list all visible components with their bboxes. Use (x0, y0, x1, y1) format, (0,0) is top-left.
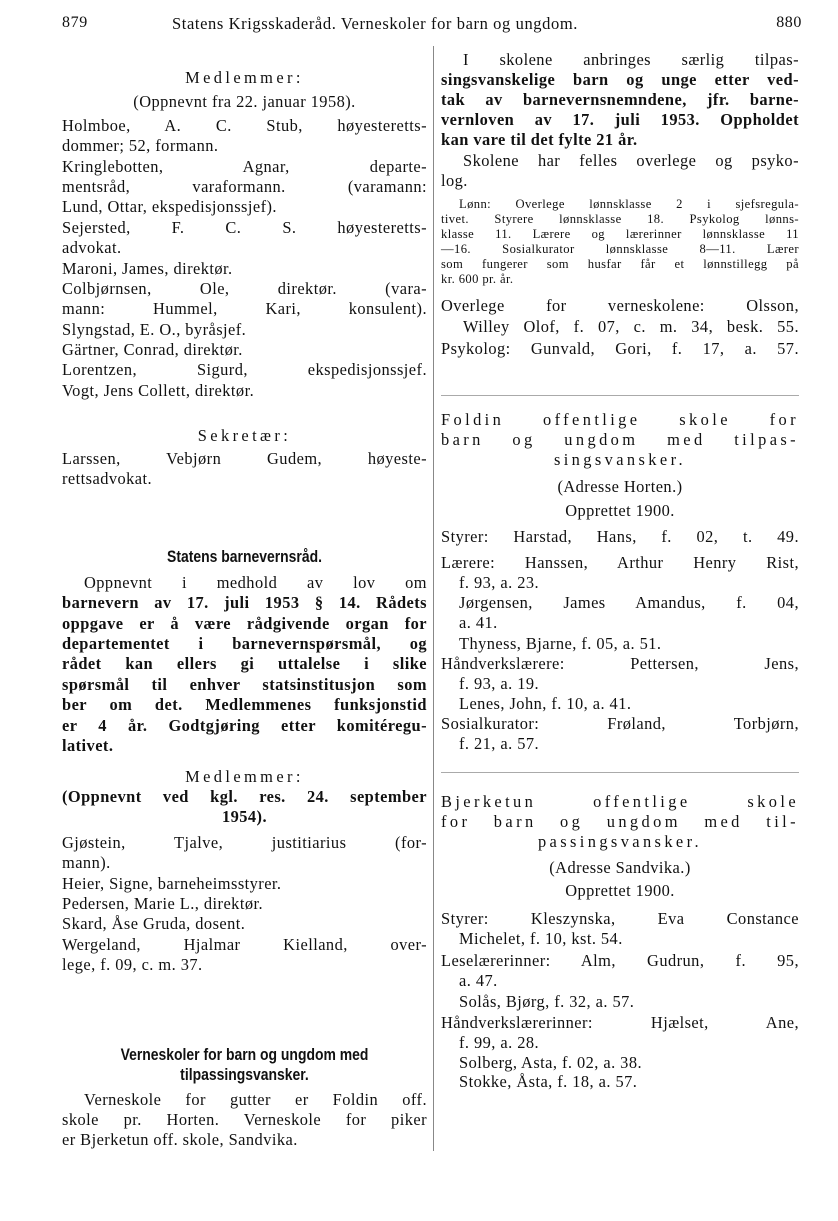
bjerketun-handverkslaererinner: Håndverkslærerinner: Hjælset, Ane, (441, 1013, 799, 1032)
foldin-laerere: Lærere: Hanssen, Arthur Henry Rist, (441, 553, 799, 572)
member-pedersen: Pedersen, Marie L., direktør. (62, 894, 264, 913)
intro-line-4: vernloven av 17. juli 1953. Oppholdet (441, 110, 799, 129)
foldin-established: Opprettet 1900. (565, 501, 675, 520)
bjerketun-stokke: Stokke, Åsta, f. 18, a. 57. (459, 1072, 638, 1091)
member-kringlebotten-cont: mentsråd, varaformann. (varamann: (62, 177, 427, 196)
foldin-address: (Adresse Horten.) (557, 477, 683, 496)
barnevernsrad-para-1: Oppnevnt i medhold av lov om (84, 573, 427, 592)
salary-line-6: kr. 600 pr. år. (441, 272, 514, 286)
bjerketun-title-1: Bjerketun offentlige skole (441, 792, 799, 811)
psykolog-line: Psykolog: Gunvald, Gori, f. 17, a. 57. (441, 339, 799, 358)
member-sejersted-cont: advokat. (62, 238, 122, 257)
left-column (62, 0, 427, 1221)
barnevernsrad-members-heading: Medlemmer: (185, 767, 304, 786)
member-gjostein: Gjøstein, Tjalve, justitiarius (for- (62, 833, 427, 852)
bjerketun-solas: Solås, Bjørg, f. 32, a. 57. (459, 992, 635, 1011)
verneskoler-para-2: skole pr. Horten. Verneskole for piker (62, 1110, 427, 1129)
krigsskaderad-appointed: (Oppnevnt fra 22. januar 1958). (133, 92, 356, 111)
member-sejersted: Sejersted, F. C. S. høyesteretts- (62, 218, 427, 237)
member-slyngstad: Slyngstad, E. O., byråsjef. (62, 320, 247, 339)
salary-line-4: —16. Sosialkurator lønnsklasse 8—11. Lærer (441, 242, 799, 256)
member-kringlebotten-cont2: Lund, Ottar, ekspedisjonssjef). (62, 197, 277, 216)
salary-line-5: som fungerer som husfar får et lønnstillegg på (441, 257, 799, 271)
bjerketun-title-2: for barn og ungdom med til- (441, 812, 799, 831)
member-lorentzen: Lorentzen, Sigurd, ekspedisjonssjef. (62, 360, 427, 379)
intro-line-3: tak av barnevernsnemndene, jfr. barne- (441, 90, 799, 109)
verneskoler-para-1: Verneskole for gutter er Foldin off. (84, 1090, 427, 1109)
salary-line-1: Lønn: Overlege lønnsklasse 2 i sjefsregula- (459, 197, 799, 211)
verneskoler-heading: Verneskoler for barn og ungdom med (120, 1045, 369, 1064)
barnevernsrad-heading: Statens barnevernsråd. (167, 547, 322, 566)
column-divider (433, 46, 434, 1151)
foldin-title-1: Foldin offentlige skole for (441, 410, 799, 429)
overlege-line-1: Overlege for verneskolene: Olsson, (441, 296, 799, 315)
verneskoler-heading-cont: tilpassingsvansker. (180, 1065, 309, 1084)
member-holmboe-cont: dommer; 52, formann. (62, 136, 219, 155)
member-gjostein-cont: mann). (62, 853, 111, 872)
salary-line-2: tivet. Styrere lønnsklasse 18. Psykolog lønns- (441, 212, 799, 226)
member-wergeland: Wergeland, Hjalmar Kielland, over- (62, 935, 427, 954)
member-colbjornsen-cont: mann: Hummel, Kari, konsulent). (62, 299, 427, 318)
right-column (441, 0, 799, 1221)
foldin-laerere-cont: f. 93, a. 23. (459, 573, 540, 592)
bjerketun-styrer: Styrer: Kleszynska, Eva Constance (441, 909, 799, 928)
verneskoler-para-3: er Bjerketun off. skole, Sandvika. (62, 1130, 298, 1149)
header-title: Statens Krigsskaderåd. Verneskoler for barn og ungdom. (172, 14, 579, 33)
member-wergeland-cont: lege, f. 09, c. m. 37. (62, 955, 203, 974)
foldin-sosialkurator: Sosialkurator: Frøland, Torbjørn, (441, 714, 799, 733)
foldin-title-2: barn og ungdom med tilpas- (441, 430, 799, 449)
foldin-thyness: Thyness, Bjarne, f. 05, a. 51. (459, 634, 662, 653)
bjerketun-address: (Adresse Sandvika.) (549, 858, 691, 877)
secretary-larssen: Larssen, Vebjørn Gudem, høyeste- (62, 449, 427, 468)
krigsskaderad-members-heading: Medlemmer: (185, 68, 304, 87)
barnevernsrad-para-5: rådet kan ellers gi uttalelse i slike (62, 654, 427, 673)
member-skard: Skard, Åse Gruda, dosent. (62, 914, 246, 933)
intro-line-6: Skolene har felles overlege og psyko- (463, 151, 799, 170)
intro-line-2: singsvanskelige barn og unge etter ved- (441, 70, 799, 89)
member-vogt: Vogt, Jens Collett, direktør. (62, 381, 255, 400)
bjerketun-handverkslaererinner-cont: f. 99, a. 28. (459, 1033, 540, 1052)
foldin-jorgensen-cont: a. 41. (459, 613, 498, 632)
bjerketun-title-3: passingsvansker. (537, 832, 703, 851)
member-heier: Heier, Signe, barneheimsstyrer. (62, 874, 282, 893)
page-number-left: 879 (62, 14, 88, 31)
secretary-heading: Sekretær: (197, 426, 292, 445)
barnevernsrad-para-4: departementet i barnevernspørsmål, og (62, 634, 427, 653)
separator-foldin (441, 395, 799, 396)
member-gartner: Gärtner, Conrad, direktør. (62, 340, 243, 359)
bjerketun-leselaererinner: Leselærerinner: Alm, Gudrun, f. 95, (441, 951, 799, 970)
member-kringlebotten: Kringlebotten, Agnar, departe- (62, 157, 427, 176)
separator-bjerketun (441, 772, 799, 773)
salary-line-3: klasse 11. Lærere og lærerinner lønnsklasse 11 (441, 227, 799, 241)
intro-line-7: log. (441, 171, 468, 190)
foldin-handverkslaerere-cont: f. 93, a. 19. (459, 674, 540, 693)
foldin-lenes: Lenes, John, f. 10, a. 41. (459, 694, 632, 713)
foldin-title-3: singsvansker. (553, 450, 687, 469)
intro-line-1: I skolene anbringes særlig tilpas- (463, 50, 799, 69)
bjerketun-established: Opprettet 1900. (565, 881, 675, 900)
barnevernsrad-para-3: oppgave er å være rådgivende organ for (62, 614, 427, 633)
foldin-jorgensen: Jørgensen, James Amandus, f. 04, (459, 593, 799, 612)
foldin-handverkslaerere: Håndverkslærere: Pettersen, Jens, (441, 654, 799, 673)
page-number-right: 880 (776, 14, 802, 31)
barnevernsrad-para-8: er 4 år. Godtgjøring etter komitéregu- (62, 716, 427, 735)
barnevernsrad-para-6: spørsmål til enhver statsinstitusjon som (62, 675, 427, 694)
member-holmboe: Holmboe, A. C. Stub, høyesteretts- (62, 116, 427, 135)
overlege-line-2: Willey Olof, f. 07, c. m. 34, besk. 55. (463, 317, 799, 336)
foldin-sosialkurator-cont: f. 21, a. 57. (459, 734, 540, 753)
bjerketun-leselaererinner-cont: a. 47. (459, 971, 498, 990)
intro-line-5: kan vare til det fylte 21 år. (441, 130, 638, 149)
barnevernsrad-appointed-cont: 1954). (221, 807, 268, 826)
member-maroni: Maroni, James, direktør. (62, 259, 233, 278)
barnevernsrad-para-7: ber om det. Medlemmenes funksjonstid (62, 695, 427, 714)
bjerketun-styrer-cont: Michelet, f. 10, kst. 54. (459, 929, 623, 948)
foldin-styrer: Styrer: Harstad, Hans, f. 02, t. 49. (441, 527, 799, 546)
barnevernsrad-para-2: barnevern av 17. juli 1953 § 14. Rådets (62, 593, 427, 612)
barnevernsrad-para-9: lativet. (62, 736, 114, 755)
member-colbjornsen: Colbjørnsen, Ole, direktør. (vara- (62, 279, 427, 298)
secretary-larssen-cont: rettsadvokat. (62, 469, 153, 488)
barnevernsrad-appointed: (Oppnevnt ved kgl. res. 24. september (62, 787, 427, 806)
bjerketun-solberg: Solberg, Asta, f. 02, a. 38. (459, 1053, 643, 1072)
